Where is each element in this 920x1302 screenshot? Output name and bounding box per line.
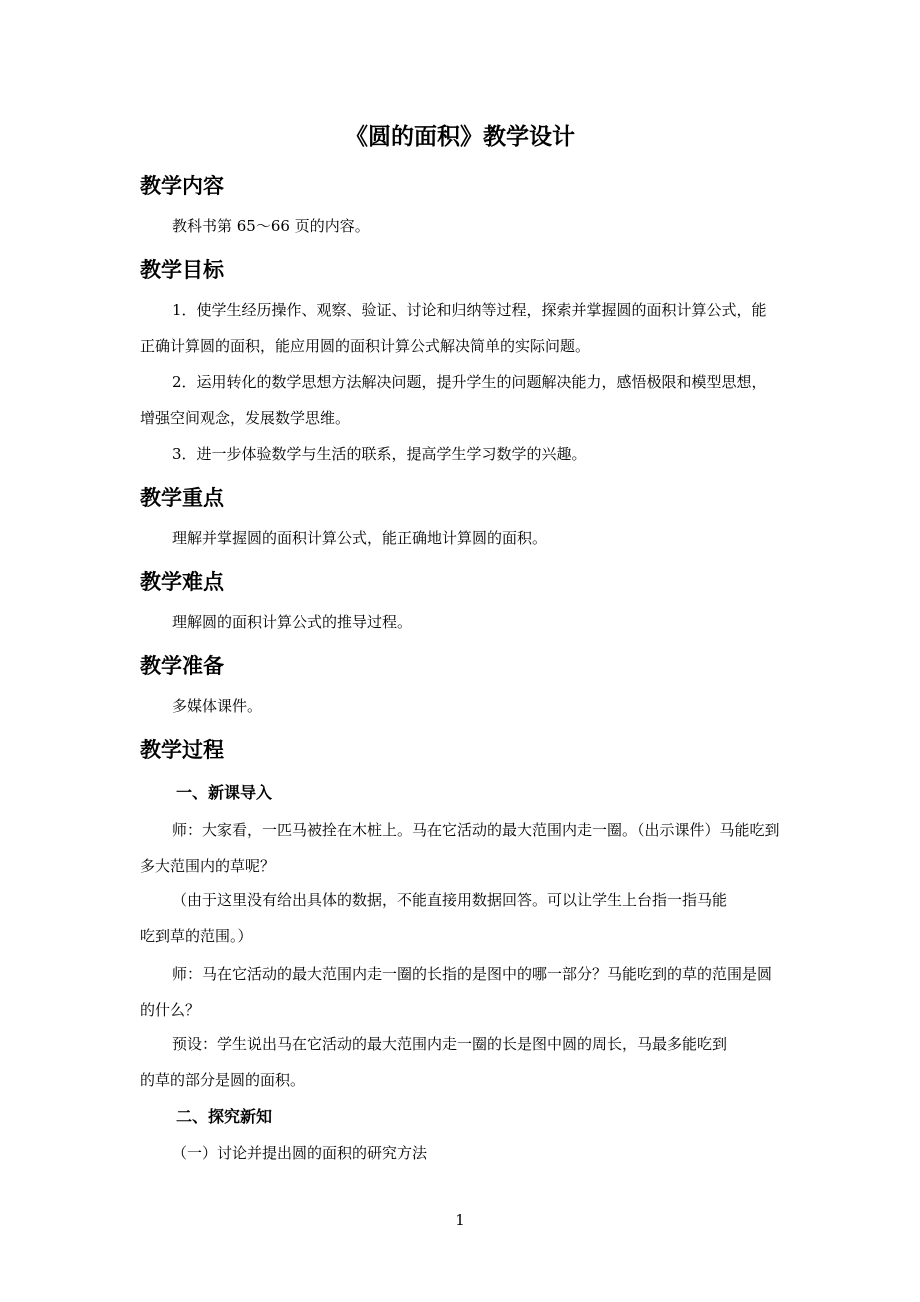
process-para-3: 师：马在它活动的最大范围内走一圈的长指的是图中的哪一部分？马能吃到的草的范围是圆的什么？ [140, 965, 773, 1019]
heading-teaching-content: 教学内容 [140, 174, 224, 198]
process-para-4-line-1: 预设：学生说出马在它活动的最大范围内走一圈的长是图中圆的周长，马最多能吃到 [172, 1035, 728, 1053]
subsection-1-heading: （一）讨论并提出圆的面积的研究方法 [172, 1144, 428, 1162]
teaching-content-text: 教科书第 65～66 页的内容。 [172, 217, 370, 235]
goal-item-3: 3．进一步体验数学与生活的联系，提高学生学习数学的兴趣。 [172, 445, 587, 463]
process-para-2-line-2: 吃到草的范围。） [140, 927, 253, 945]
part-2-heading: 二、探究新知 [176, 1107, 273, 1126]
heading-preparation: 教学准备 [140, 654, 224, 678]
document-title: 《圆的面积》教学设计 [345, 124, 575, 150]
preparation-text: 多媒体课件。 [172, 697, 263, 715]
difficulty-text: 理解圆的面积计算公式的推导过程。 [172, 613, 413, 631]
process-para-4-line-2: 的草的部分是圆的面积。 [140, 1071, 306, 1089]
heading-teaching-goals: 教学目标 [140, 258, 224, 282]
goal-item-2: 2．运用转化的数学思想方法解决问题，提升学生的问题解决能力，感悟极限和模型思想，增强空间观念，发展数学思维。 [140, 373, 767, 427]
heading-key-point: 教学重点 [140, 486, 224, 510]
page-number: 1 [455, 1211, 465, 1229]
heading-teaching-process: 教学过程 [140, 738, 224, 762]
key-point-text: 理解并掌握圆的面积计算公式，能正确地计算圆的面积。 [172, 529, 548, 547]
heading-difficulty: 教学难点 [140, 570, 224, 594]
process-para-1: 师：大家看，一匹马被拴在木桩上。马在它活动的最大范围内走一圈。（出示课件）马能吃到多大范围内的草呢？ [140, 821, 780, 875]
goal-item-1: 1．使学生经历操作、观察、验证、讨论和归纳等过程，探索并掌握圆的面积计算公式，能正确计算圆的面积，能应用圆的面积计算公式解决简单的实际问题。 [140, 301, 767, 355]
part-1-heading: 一、新课导入 [176, 783, 273, 802]
process-para-2-line-1: （由于这里没有给出具体的数据，不能直接用数据回答。可以让学生上台指一指马能 [172, 891, 728, 909]
